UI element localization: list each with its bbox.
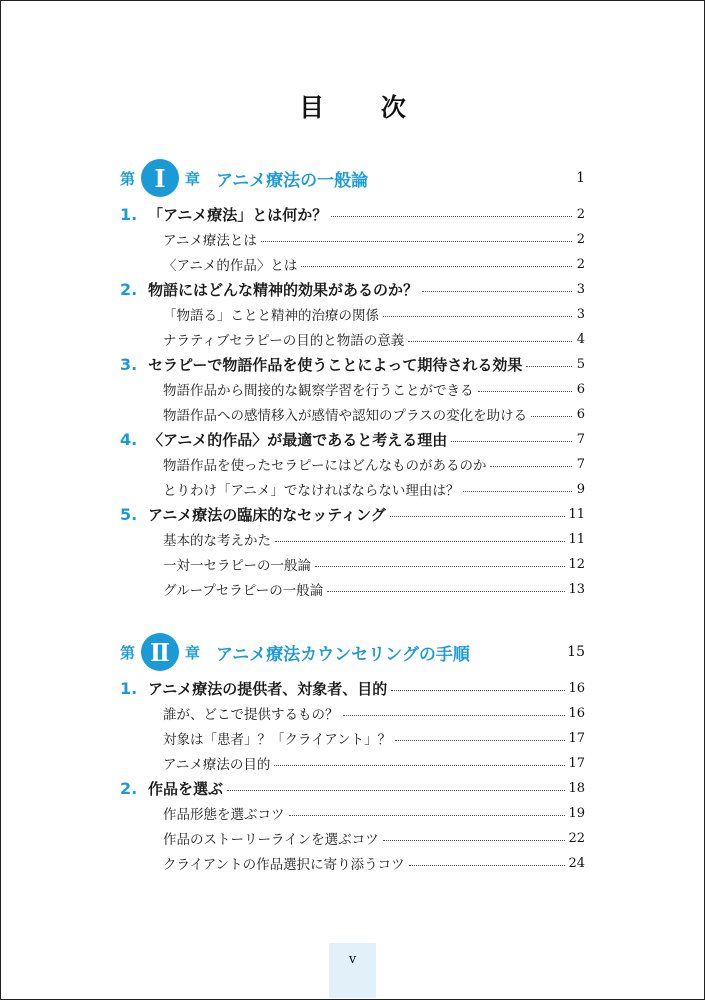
subsection-page: 2 bbox=[576, 256, 585, 272]
subsection-page: 13 bbox=[568, 581, 585, 597]
leader-dots bbox=[315, 566, 565, 567]
toc-section[interactable] bbox=[120, 677, 585, 699]
toc-subsection[interactable] bbox=[163, 702, 585, 724]
subsection-title: クライアントの作品選択に寄り添うコツ bbox=[163, 857, 405, 873]
subsection-title: 基本的な考えかた bbox=[163, 533, 271, 549]
leader-dots bbox=[289, 815, 566, 816]
toc-subsection[interactable] bbox=[163, 553, 585, 575]
leader-dots bbox=[408, 341, 572, 342]
subsection-title: 〈アニメ的作品〉とは bbox=[163, 258, 298, 274]
subsection-title: 誰が、どこで提供するもの？ bbox=[163, 707, 339, 723]
section-title: 物語にはどんな精神的効果があるのか？ bbox=[148, 280, 419, 299]
chapter-title: アニメ療法カウンセリングの手順 bbox=[216, 644, 470, 665]
section-page: 5 bbox=[576, 356, 585, 372]
section-number: 4. bbox=[120, 429, 138, 449]
subsection-page: 3 bbox=[576, 306, 585, 322]
chapter-prefix: 第 bbox=[120, 169, 136, 188]
subsection-title: アニメ療法の目的 bbox=[163, 757, 271, 773]
toc-section[interactable] bbox=[120, 203, 585, 225]
subsection-title: グループセラピーの一般論 bbox=[163, 583, 324, 599]
chapter-title: アニメ療法の一般論 bbox=[216, 170, 369, 191]
toc-section[interactable] bbox=[120, 777, 585, 799]
toc-subsection[interactable] bbox=[163, 453, 585, 475]
subsection-page: 12 bbox=[568, 556, 585, 572]
leader-dots bbox=[274, 765, 565, 766]
subsection-page: 9 bbox=[576, 481, 585, 497]
subsection-title: 物語作品から間接的な観察学習を行うことができる bbox=[163, 383, 474, 399]
leader-dots bbox=[409, 865, 566, 866]
page-title: 目 次 bbox=[299, 93, 430, 122]
subsection-title: 「物語る」ことと精神的治療の関係 bbox=[163, 308, 379, 324]
leader-dots bbox=[383, 840, 566, 841]
toc-subsection[interactable] bbox=[163, 228, 585, 250]
subsection-page: 2 bbox=[576, 231, 585, 247]
leader-dots bbox=[463, 491, 572, 492]
leader-dots bbox=[531, 416, 572, 417]
toc-section[interactable] bbox=[120, 278, 585, 300]
leader-dots bbox=[391, 690, 565, 691]
section-title: アニメ療法の提供者、対象者、目的 bbox=[148, 679, 388, 698]
toc-subsection[interactable] bbox=[163, 378, 585, 400]
chapter-prefix: 第 bbox=[120, 643, 136, 662]
subsection-title: とりわけ「アニメ」でなければならない理由は？ bbox=[163, 483, 460, 499]
leader-dots bbox=[451, 441, 572, 442]
toc-subsection[interactable] bbox=[163, 328, 585, 350]
chapter-number-badge: Ⅱ bbox=[141, 633, 179, 671]
subsection-page: 6 bbox=[576, 381, 585, 397]
leader-dots bbox=[490, 466, 572, 467]
section-page: 7 bbox=[576, 431, 585, 447]
section-title: 「アニメ療法」とは何か？ bbox=[148, 205, 328, 224]
subsection-page: 19 bbox=[568, 805, 585, 821]
section-page: 2 bbox=[576, 206, 585, 222]
toc-subsection[interactable] bbox=[163, 403, 585, 425]
chapter-number-badge: Ⅰ bbox=[141, 159, 179, 197]
subsection-title: ナラティブセラピーの目的と物語の意義 bbox=[163, 333, 405, 349]
subsection-page: 16 bbox=[568, 705, 585, 721]
toc-section[interactable] bbox=[120, 428, 585, 450]
chapter-suffix: 章 bbox=[185, 169, 201, 188]
toc-subsection[interactable] bbox=[163, 303, 585, 325]
toc-subsection[interactable] bbox=[163, 478, 585, 500]
leader-dots bbox=[390, 516, 566, 517]
leader-dots bbox=[478, 391, 573, 392]
toc-subsection[interactable] bbox=[163, 578, 585, 600]
leader-dots bbox=[526, 366, 572, 367]
leader-dots bbox=[227, 790, 565, 791]
chapter-page: 15 bbox=[567, 644, 585, 660]
subsection-page: 17 bbox=[568, 730, 585, 746]
toc-subsection[interactable] bbox=[163, 253, 585, 275]
section-page: 18 bbox=[568, 780, 585, 796]
section-page: 11 bbox=[568, 506, 585, 522]
toc-subsection[interactable] bbox=[163, 727, 585, 749]
subsection-title: 作品のストーリーラインを選ぶコツ bbox=[163, 832, 379, 848]
leader-dots bbox=[422, 291, 572, 292]
subsection-page: 11 bbox=[568, 531, 585, 547]
section-number: 2. bbox=[120, 279, 138, 299]
leader-dots bbox=[275, 541, 565, 542]
section-number: 2. bbox=[120, 778, 138, 798]
toc-subsection[interactable] bbox=[163, 752, 585, 774]
page-number: v bbox=[348, 952, 357, 967]
section-title: アニメ療法の臨床的なセッティング bbox=[148, 505, 386, 524]
section-title: セラピーで物語作品を使うことによって期待される効果 bbox=[148, 355, 523, 374]
subsection-page: 22 bbox=[568, 830, 585, 846]
section-title: 作品を選ぶ bbox=[148, 779, 224, 798]
leader-dots bbox=[331, 216, 572, 217]
section-page: 3 bbox=[576, 281, 585, 297]
leader-dots bbox=[343, 715, 566, 716]
subsection-page: 4 bbox=[576, 331, 585, 347]
section-number: 1. bbox=[120, 678, 138, 698]
section-page: 16 bbox=[568, 680, 585, 696]
section-number: 1. bbox=[120, 204, 138, 224]
leader-dots bbox=[395, 740, 565, 741]
toc-section[interactable] bbox=[120, 503, 585, 525]
section-title: 〈アニメ的作品〉が最適であると考える理由 bbox=[148, 430, 448, 449]
subsection-title: 物語作品を使ったセラピーにはどんなものがあるのか bbox=[163, 458, 487, 474]
subsection-title: 物語作品への感情移入が感情や認知のプラスの変化を助ける bbox=[163, 408, 528, 424]
chapter-heading[interactable] bbox=[120, 156, 585, 200]
subsection-title: 対象は「患者」？「クライアント」？ bbox=[163, 732, 392, 748]
subsection-page: 24 bbox=[568, 855, 585, 871]
toc-subsection[interactable] bbox=[163, 852, 585, 874]
subsection-page: 6 bbox=[576, 406, 585, 422]
toc-subsection[interactable] bbox=[163, 827, 585, 849]
toc-subsection[interactable] bbox=[163, 802, 585, 824]
subsection-title: アニメ療法とは bbox=[163, 233, 257, 249]
section-number: 3. bbox=[120, 354, 138, 374]
chapter-heading[interactable] bbox=[120, 630, 585, 674]
chapter-page: 1 bbox=[576, 170, 585, 186]
leader-dots bbox=[383, 316, 572, 317]
toc-section[interactable] bbox=[120, 353, 585, 375]
leader-dots bbox=[261, 241, 572, 242]
subsection-title: 一対一セラピーの一般論 bbox=[163, 558, 311, 574]
subsection-page: 7 bbox=[576, 456, 585, 472]
leader-dots bbox=[327, 591, 565, 592]
toc-subsection[interactable] bbox=[163, 528, 585, 550]
leader-dots bbox=[301, 266, 572, 267]
subsection-page: 17 bbox=[568, 755, 585, 771]
section-number: 5. bbox=[120, 504, 138, 524]
chapter-suffix: 章 bbox=[185, 643, 201, 662]
subsection-title: 作品形態を選ぶコツ bbox=[163, 807, 285, 823]
